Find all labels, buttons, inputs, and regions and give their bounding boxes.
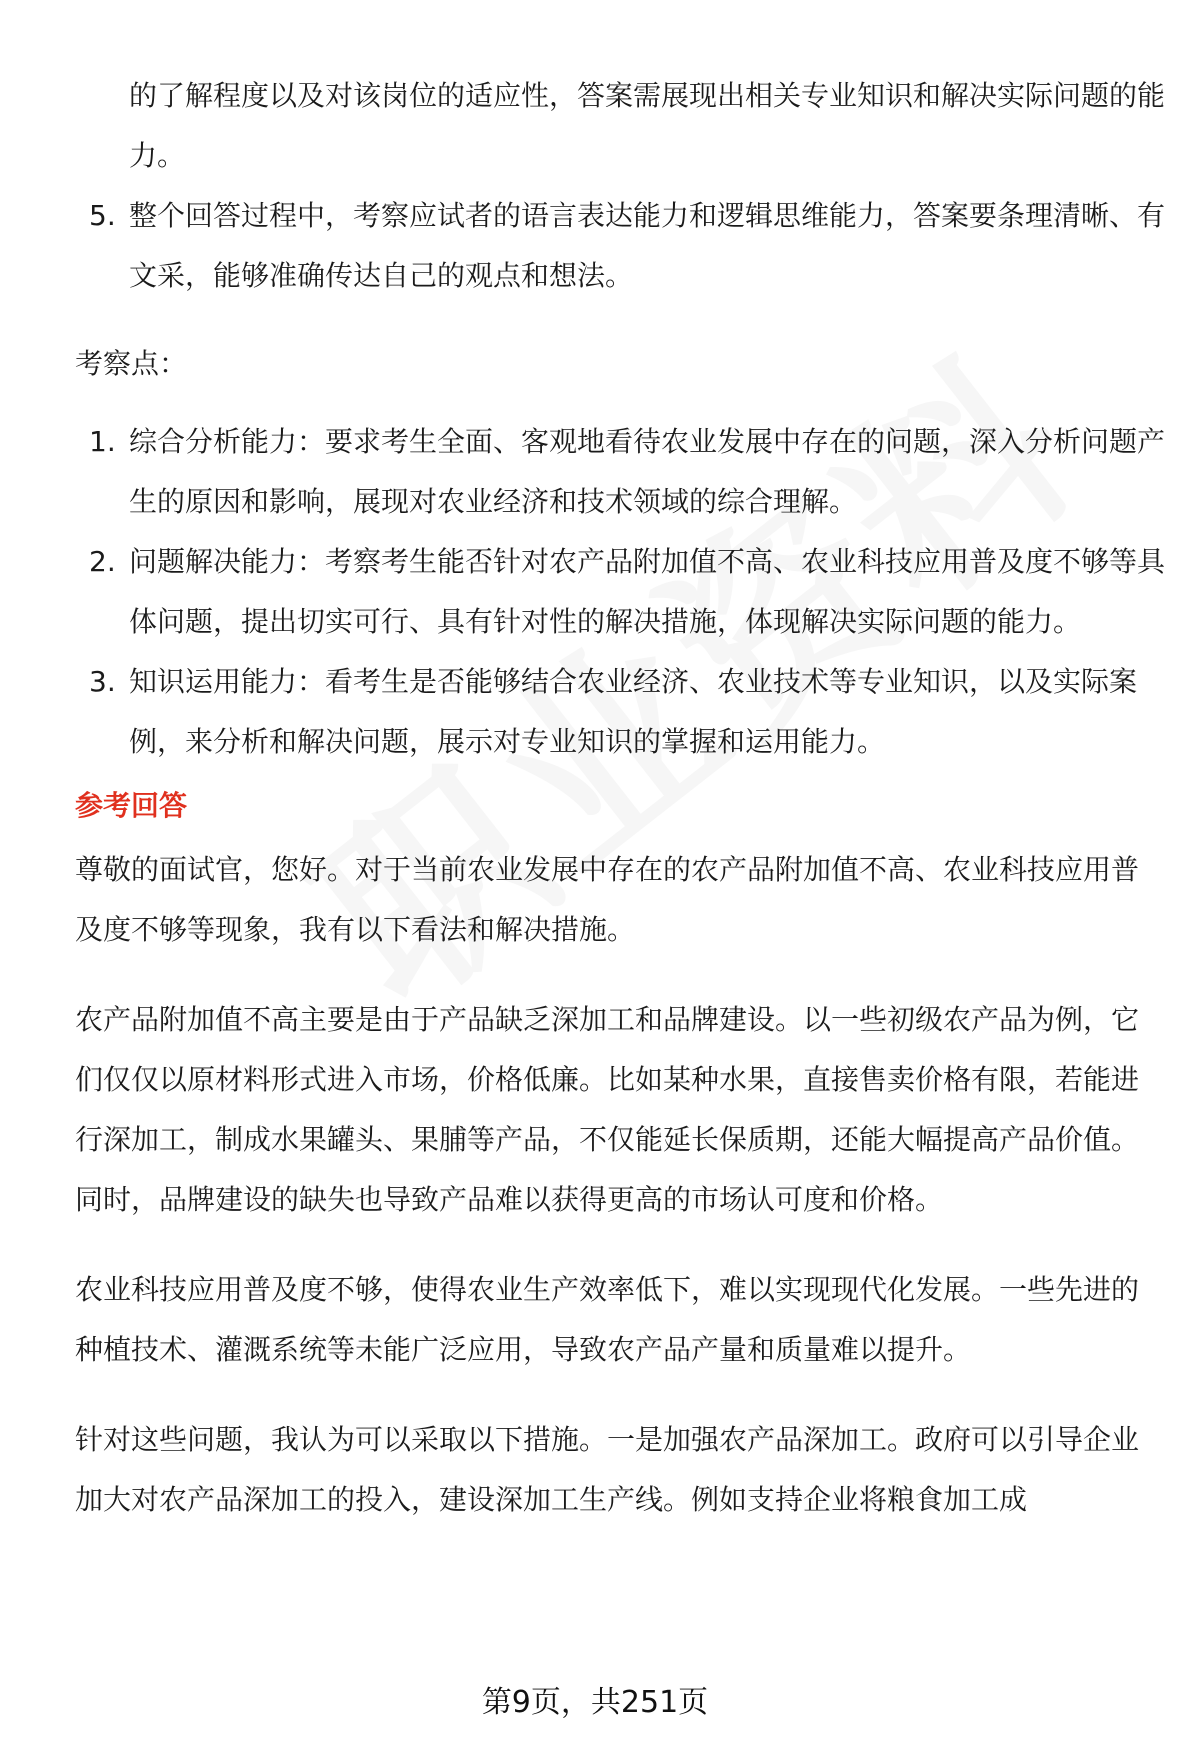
list-number: 1. bbox=[89, 425, 116, 458]
answer-paragraph-1: 尊敬的面试官，您好。对于当前农业发展中存在的农产品附加值不高、农业科技应用普及度不够等现象，我有以下看法和解决措施。 bbox=[75, 853, 1140, 946]
page-number: 第9页，共251页 bbox=[481, 1685, 709, 1720]
intro-item-5 bbox=[75, 186, 1165, 306]
assessment-label: 考察点： bbox=[75, 347, 188, 380]
answer-paragraph-3: 农业科技应用普及度不够，使得农业生产效率低下，难以实现现代化发展。一些先进的种植技术、灌溉系统等未能广泛应用，导致农产品产量和质量难以提升。 bbox=[75, 1273, 1140, 1366]
list-item-text: 整个回答过程中，考察应试者的语言表达能力和逻辑思维能力，答案要条理清晰、有文采，能够准确传达自己的观点和想法。 bbox=[129, 199, 1166, 292]
list-number: 2. bbox=[89, 545, 116, 578]
list-number: 5. bbox=[89, 199, 116, 232]
assessment-item-3 bbox=[75, 652, 1165, 772]
intro-list bbox=[75, 186, 1165, 306]
answer-paragraph-4: 针对这些问题，我认为可以采取以下措施。一是加强农产品深加工。政府可以引导企业加大对农产品深加工的投入，建设深加工生产线。例如支持企业将粮食加工成 bbox=[75, 1423, 1140, 1516]
list-number: 3. bbox=[89, 665, 116, 698]
list-item-text: 综合分析能力：要求考生全面、客观地看待农业发展中存在的问题，深入分析问题产生的原因和影响，展现对农业经济和技术领域的综合理解。 bbox=[129, 425, 1166, 518]
assessment-list bbox=[75, 412, 1165, 772]
assessment-item-1 bbox=[75, 412, 1165, 532]
reference-answer-title: 参考回答 bbox=[75, 789, 188, 822]
list-item-text: 问题解决能力：考察考生能否针对农产品附加值不高、农业科技应用普及度不够等具体问题，提出切实可行、具有针对性的解决措施，体现解决实际问题的能力。 bbox=[129, 545, 1166, 638]
answer-paragraph-2: 农产品附加值不高主要是由于产品缺乏深加工和品牌建设。以一些初级农产品为例，它们仅仅以原材料形式进入市场，价格低廉。比如某种水果，直接售卖价格有限，若能进行深加工，制成水果罐头、果脯等产品，不仅能延长保质期，还能大幅提高产品价值。同时，品牌建设的缺失也导致产品难以获得更高的市场认可度和价格。 bbox=[75, 1003, 1140, 1216]
intro-item-continuation: 的了解程度以及对该岗位的适应性，答案需展现出相关专业知识和解决实际问题的能力。 bbox=[129, 79, 1166, 172]
assessment-item-2 bbox=[75, 532, 1165, 652]
document-content bbox=[75, 66, 1165, 1560]
list-item-text: 知识运用能力：看考生是否能够结合农业经济、农业技术等专业知识，以及实际案例，来分析和解决问题，展示对专业知识的掌握和运用能力。 bbox=[129, 665, 1138, 758]
